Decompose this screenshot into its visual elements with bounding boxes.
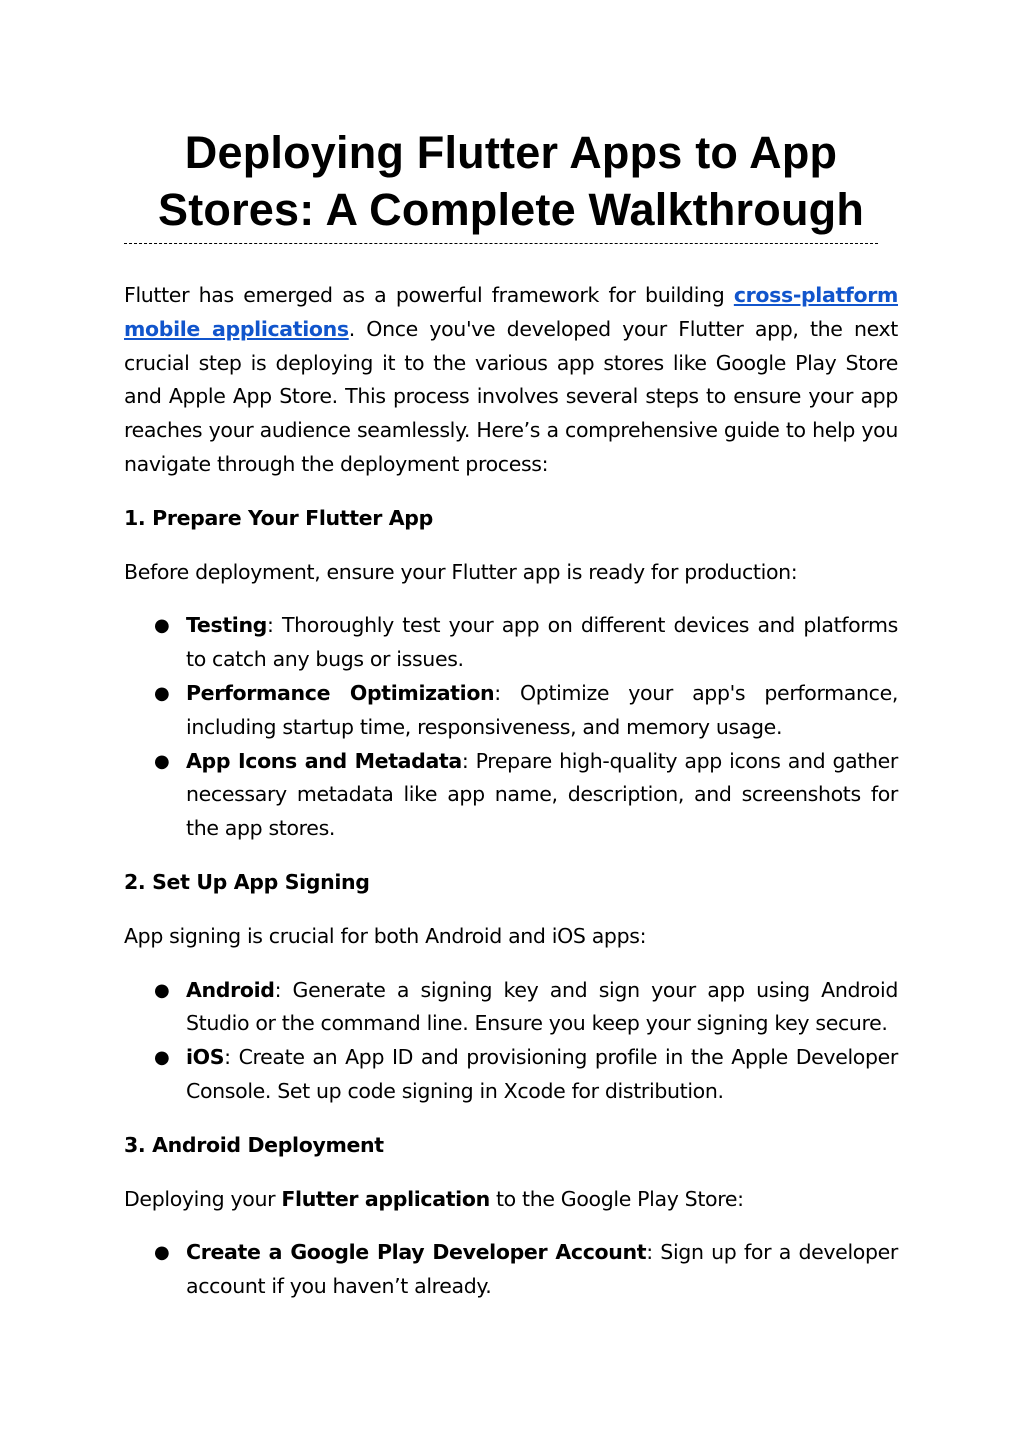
document-page: [124, 0, 898, 1304]
list-item-term: Android: [186, 977, 275, 1002]
list-item-text: : Create an App ID and provisioning profile in the Apple Developer Console. Set up code signing in Xcode for distribution.: [186, 1045, 898, 1103]
list-item-term: iOS: [186, 1045, 225, 1070]
bullet-icon: ●: [154, 1242, 170, 1264]
list-item: [124, 609, 898, 677]
section-3-list: [124, 1236, 898, 1304]
intro-text-start: Flutter has emerged as a powerful framework for building: [124, 283, 734, 307]
section-1-heading: 1. Prepare Your Flutter App: [124, 505, 433, 530]
list-item: [124, 677, 898, 745]
list-item: [124, 1236, 898, 1304]
document-title: Deploying Flutter Apps to App Stores: A Complete Walkthrough: [157, 127, 865, 235]
title-divider: [124, 243, 878, 245]
section-1-lead: Before deployment, ensure your Flutter app is ready for production:: [124, 559, 798, 584]
list-item-text: : Prepare high-quality app icons and gather necessary metadata like app name, description, and screenshots for the app stores.: [186, 748, 898, 841]
section-3-lead: [124, 1183, 898, 1217]
list-item-text: : Sign up for a developer account if you haven’t already.: [186, 1240, 898, 1299]
list-item-term: App Icons and Metadata: [186, 748, 462, 773]
section-3-lead-bold: Flutter application: [281, 1186, 490, 1211]
list-item-term: Testing: [186, 613, 268, 638]
list-item-text: : Thoroughly test your app on different devices and platforms to catch any bugs or issues.: [186, 613, 898, 672]
section-1-list: [124, 609, 898, 846]
intro-text-end: . Once you've developed your Flutter app, the next crucial step is deploying it to the various app stores like Google Play Store and Apple App Store. This process involves several steps to ensure your app reaches your audience seamlessly. Here’s a comprehensive guide to help you navigate through the deployment process:: [124, 316, 898, 476]
intro-paragraph: [124, 279, 898, 482]
list-item-text: : Generate a signing key and sign your app using Android Studio or the command line. Ensure you keep your signing key secure.: [186, 977, 898, 1036]
section-2-lead: App signing is crucial for both Android and iOS apps:: [124, 923, 647, 948]
section-3-lead-end: to the Google Play Store:: [489, 1186, 744, 1211]
list-item-term: Create a Google Play Developer Account: [186, 1240, 647, 1265]
bullet-icon: ●: [154, 1047, 170, 1069]
list-item: [124, 1041, 898, 1109]
section-2-list: [124, 974, 898, 1109]
section-3-lead-start: Deploying your: [124, 1186, 282, 1211]
list-item: [124, 974, 898, 1042]
bullet-icon: ●: [154, 979, 170, 1001]
bullet-icon: ●: [154, 615, 170, 637]
section-2-heading: 2. Set Up App Signing: [124, 869, 370, 894]
bullet-icon: ●: [154, 682, 170, 704]
bullet-icon: ●: [154, 750, 170, 772]
section-3-heading: 3. Android Deployment: [124, 1132, 384, 1157]
list-item-term: Performance Optimization: [186, 680, 495, 705]
list-item-text: : Optimize your app's performance, including startup time, responsiveness, and memory usage.: [186, 680, 898, 739]
cross-platform-link[interactable]: cross-platform mobile applications: [124, 283, 898, 341]
list-item: [124, 745, 898, 846]
